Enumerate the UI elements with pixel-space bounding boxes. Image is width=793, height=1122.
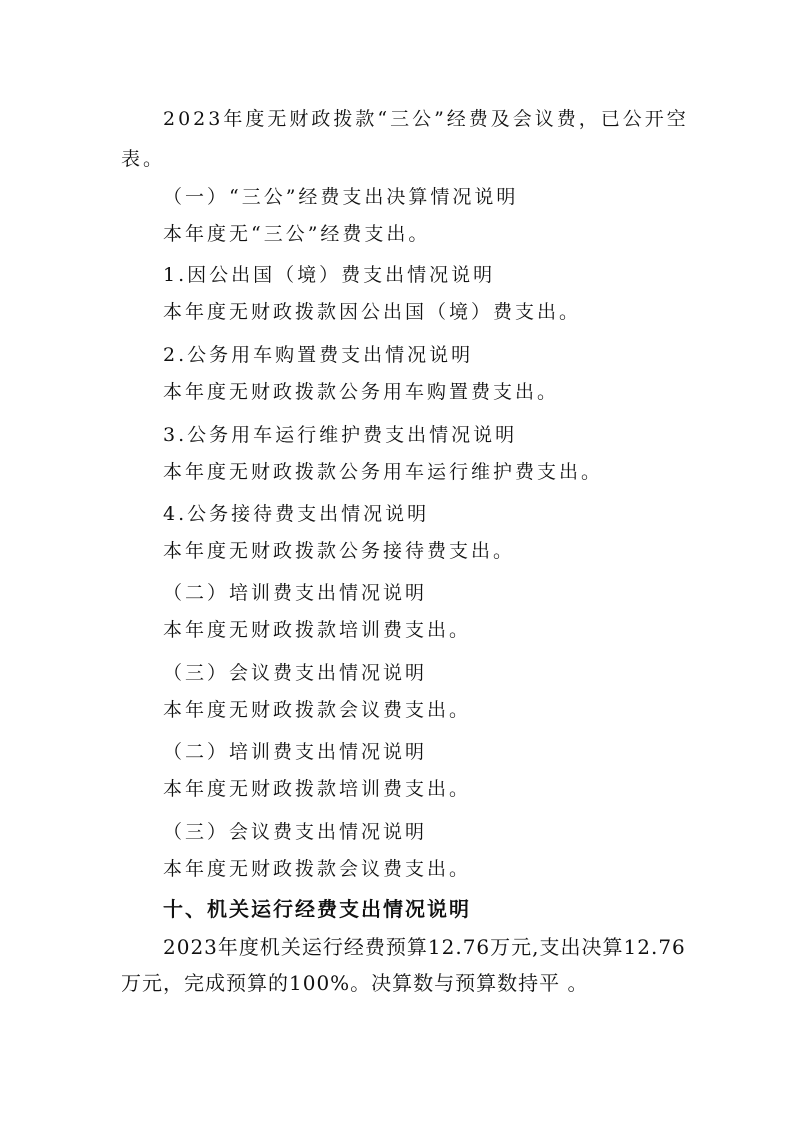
section-text-6: 本年度无财政拨款培训费支出。 bbox=[163, 619, 472, 641]
section-text-7: 本年度无财政拨款会议费支出。 bbox=[163, 699, 472, 721]
operating-line-1: 2023年度机关运行经费预算12.76万元,支出决算12.76 bbox=[163, 935, 686, 959]
section-title-3: 2.公务用车购置费支出情况说明 bbox=[163, 344, 474, 366]
section-title-6: （二）培训费支出情况说明 bbox=[163, 582, 428, 604]
section-heading-10: 十、机关运行经费支出情况说明 bbox=[163, 897, 471, 921]
section-text-9: 本年度无财政拨款会议费支出。 bbox=[163, 858, 472, 880]
intro-line-1: 2023年度无财政拨款“三公”经费及会议费，已公开空 bbox=[163, 108, 689, 130]
section-text-1: 本年度无“三公”经费支出。 bbox=[163, 223, 431, 245]
section-title-8: （二）培训费支出情况说明 bbox=[163, 741, 428, 763]
operating-line-2: 万元，完成预算的100%。决算数与预算数持平 。 bbox=[121, 971, 589, 995]
section-text-3: 本年度无财政拨款公务用车购置费支出。 bbox=[163, 381, 560, 403]
section-title-9: （三）会议费支出情况说明 bbox=[163, 821, 428, 843]
intro-line-2: 表。 bbox=[121, 148, 166, 170]
section-text-8: 本年度无财政拨款培训费支出。 bbox=[163, 778, 472, 800]
section-title-2: 1.因公出国（境）费支出情况说明 bbox=[163, 264, 496, 286]
section-title-1: （一）“三公”经费支出决算情况说明 bbox=[163, 186, 519, 208]
section-text-5: 本年度无财政拨款公务接待费支出。 bbox=[163, 540, 516, 562]
section-title-4: 3.公务用车运行维护费支出情况说明 bbox=[163, 424, 518, 446]
section-title-5: 4.公务接待费支出情况说明 bbox=[163, 503, 430, 525]
section-text-2: 本年度无财政拨款因公出国（境）费支出。 bbox=[163, 301, 582, 323]
section-title-7: （三）会议费支出情况说明 bbox=[163, 662, 428, 684]
section-text-4: 本年度无财政拨款公务用车运行维护费支出。 bbox=[163, 461, 604, 483]
